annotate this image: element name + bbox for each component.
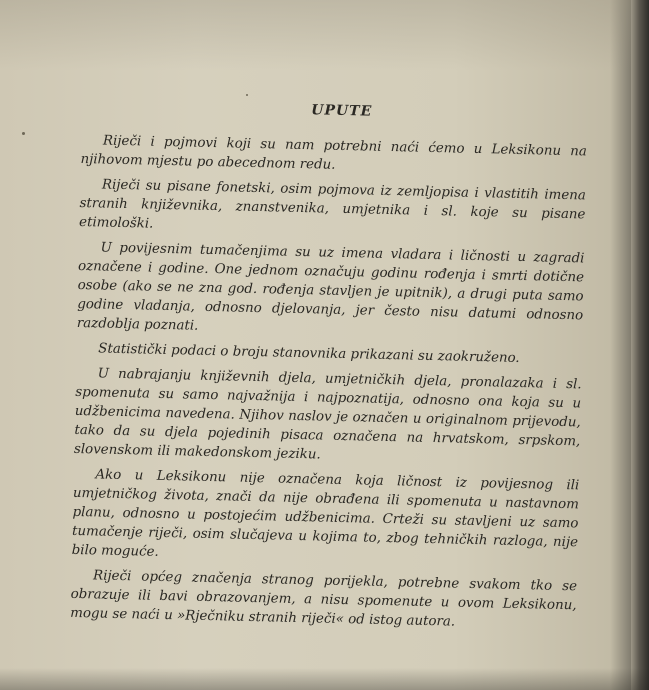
paragraph-5: U nabrajanju književnih djela, umjetničkih djela, pronalazaka i sl. spomenuta su samo najvažnija i najpoznatija, odnosno ona koja su u udžbenicima navedena. Njihov naslov je označen u originalnom prijevodu, tako da su djela pojedinih pisaca označena na hrvatskom, srpskom, slovenskom ili makedonskom jeziku. bbox=[73, 366, 582, 463]
bottom-shadow bbox=[0, 668, 649, 690]
paragraph-7: Riječi općeg značenja stranog porijekla, potrebne svakom tko se obrazuje ili bavi obrazovanjem, a nisu spomenute u ovom Leksikonu, mogu se naći u »Rječniku stranih riječi« od istog autora. bbox=[70, 568, 578, 630]
page-edge bbox=[631, 0, 649, 690]
paper-speck bbox=[22, 132, 25, 135]
paragraph-6: Ako u Leksikonu nije označena koja ličnost iz povijesnog ili umjetničkog života, znači da nije obrađena ili spomenuta u nastavnom planu, odnosno u postojećim udžbenicima. Crteži su stavljeni uz samo tumačenje riječi, osim slučajeva u kojima to, zbog tehničkih razloga, nije bilo moguće. bbox=[71, 467, 580, 560]
paragraph-3: U povijesnim tumačenjima su uz imena vladara i ličnosti u zagradi označene i godine. One jednom označuju godinu rođenja i smrti dotične osobe (ako se ne zna god. rođenja stavljen je upitnik), a drugi puta samo godine vladanja, odnosno djelovanja, jer često nisu datumi odnosno razdoblja poznati. bbox=[76, 240, 585, 334]
paragraph-1: Riječi i pojmovi koji su nam potrebni naći ćemo u Leksikonu na njihovom mjestu po abecednom redu. bbox=[80, 133, 588, 173]
paper-speck bbox=[246, 94, 248, 96]
paragraph-4: Statistički podaci o broju stanovnika prikazani su zaokruženo. bbox=[98, 341, 520, 366]
paragraph-2: Riječi su pisane fonetski, osim pojmova iz zemljopisa i vlastitih imena stranih književnika, znanstvenika, umjetnika i sl. koje su pisane etimološki. bbox=[78, 177, 587, 232]
page-title: UPUTE bbox=[311, 102, 373, 120]
top-shadow bbox=[0, 0, 649, 70]
instructions-text bbox=[70, 96, 588, 640]
